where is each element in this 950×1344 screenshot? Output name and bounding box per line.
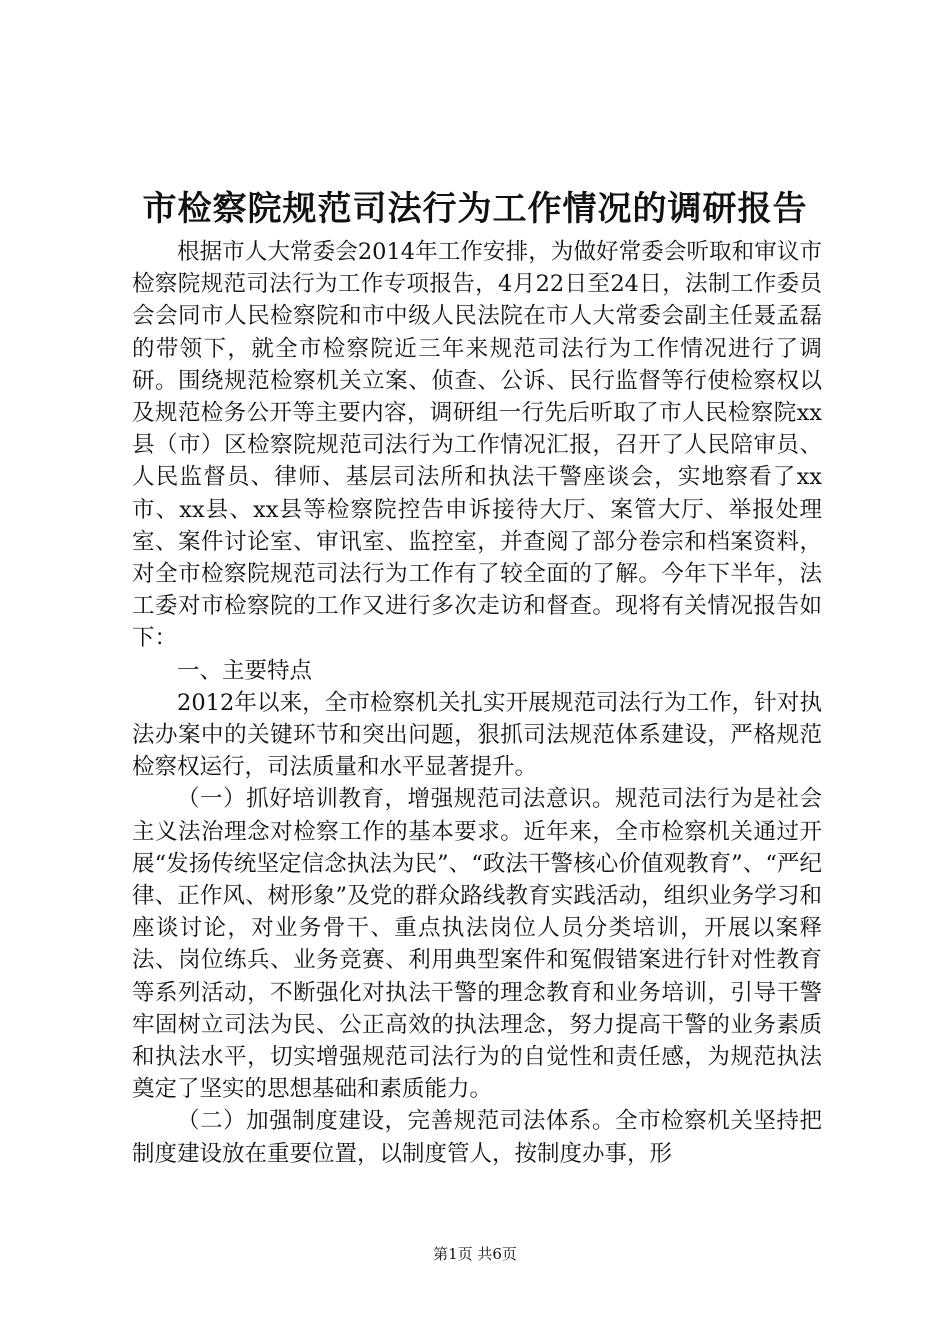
- document-title: 市检察院规范司法行为工作情况的调研报告: [142, 189, 808, 229]
- section-heading-main-features: 一、主要特点: [177, 657, 313, 684]
- document-body: [132, 236, 822, 1170]
- paragraph-training-education: （一）抓好培训教育，增强规范司法意识。规范司法行为是社会主义法治理念对检察工作的基本要求。近年来，全市检察机关通过开展“发扬传统坚定信念执法为民”、“政法干警核心价值观教育”、“严纪律、正作风、树形象”及党的群众路线教育实践活动，组织业务学习和座谈讨论，对业务骨干、重点执法岗位人员分类培训，开展以案释法、岗位练兵、业务竞赛、利用典型案件和冤假错案进行针对性教育等系列活动，不断强化对执法干警的理念教育和业务培训，引导干警牢固树立司法为民、公正高效的执法理念，努力提高干警的业务素质和执法水平，切实增强规范司法行为的自觉性和责任感，为规范执法奠定了坚实的思想基础和素质能力。: [132, 786, 822, 1103]
- paragraph-intro: 根据市人大常委会2014年工作安排，为做好常委会听取和审议市检察院规范司法行为工作专项报告，4月22日至24日，法制工作委员会会同市人民检察院和市中级人民法院在市人大常委会副主任聂孟磊的带领下，就全市检察院近三年来规范司法行为工作情况进行了调研。围绕规范检察机关立案、侦查、公诉、民行监督等行使检察权以及规范检务公开等主要内容，调研组一行先后听取了市人民检察院xx县（市）区检察院规范司法行为工作情况汇报，召开了人民陪审员、人民监督员、律师、基层司法所和执法干警座谈会，实地察看了xx市、xx县、xx县等检察院控告申诉接待大厅、案管大厅、举报处理室、案件讨论室、审讯室、监控室，并查阅了部分卷宗和档案资料，对全市检察院规范司法行为工作有了较全面的了解。今年下半年，法工委对市检察院的工作又进行多次走访和督查。现将有关情况报告如下：: [132, 239, 822, 652]
- paragraph-system-building: （二）加强制度建设，完善规范司法体系。全市检察机关坚持把制度建设放在重要位置，以制度管人，按制度办事，形: [132, 1108, 822, 1167]
- page-number-footer: 第1页 共6页: [433, 1245, 517, 1263]
- paragraph-overview: 2012年以来，全市检察机关扎实开展规范司法行为工作，针对执法办案中的关键环节和突出问题，狠抓司法规范体系建设，严格规范检察权运行，司法质量和水平显著提升。: [132, 689, 822, 781]
